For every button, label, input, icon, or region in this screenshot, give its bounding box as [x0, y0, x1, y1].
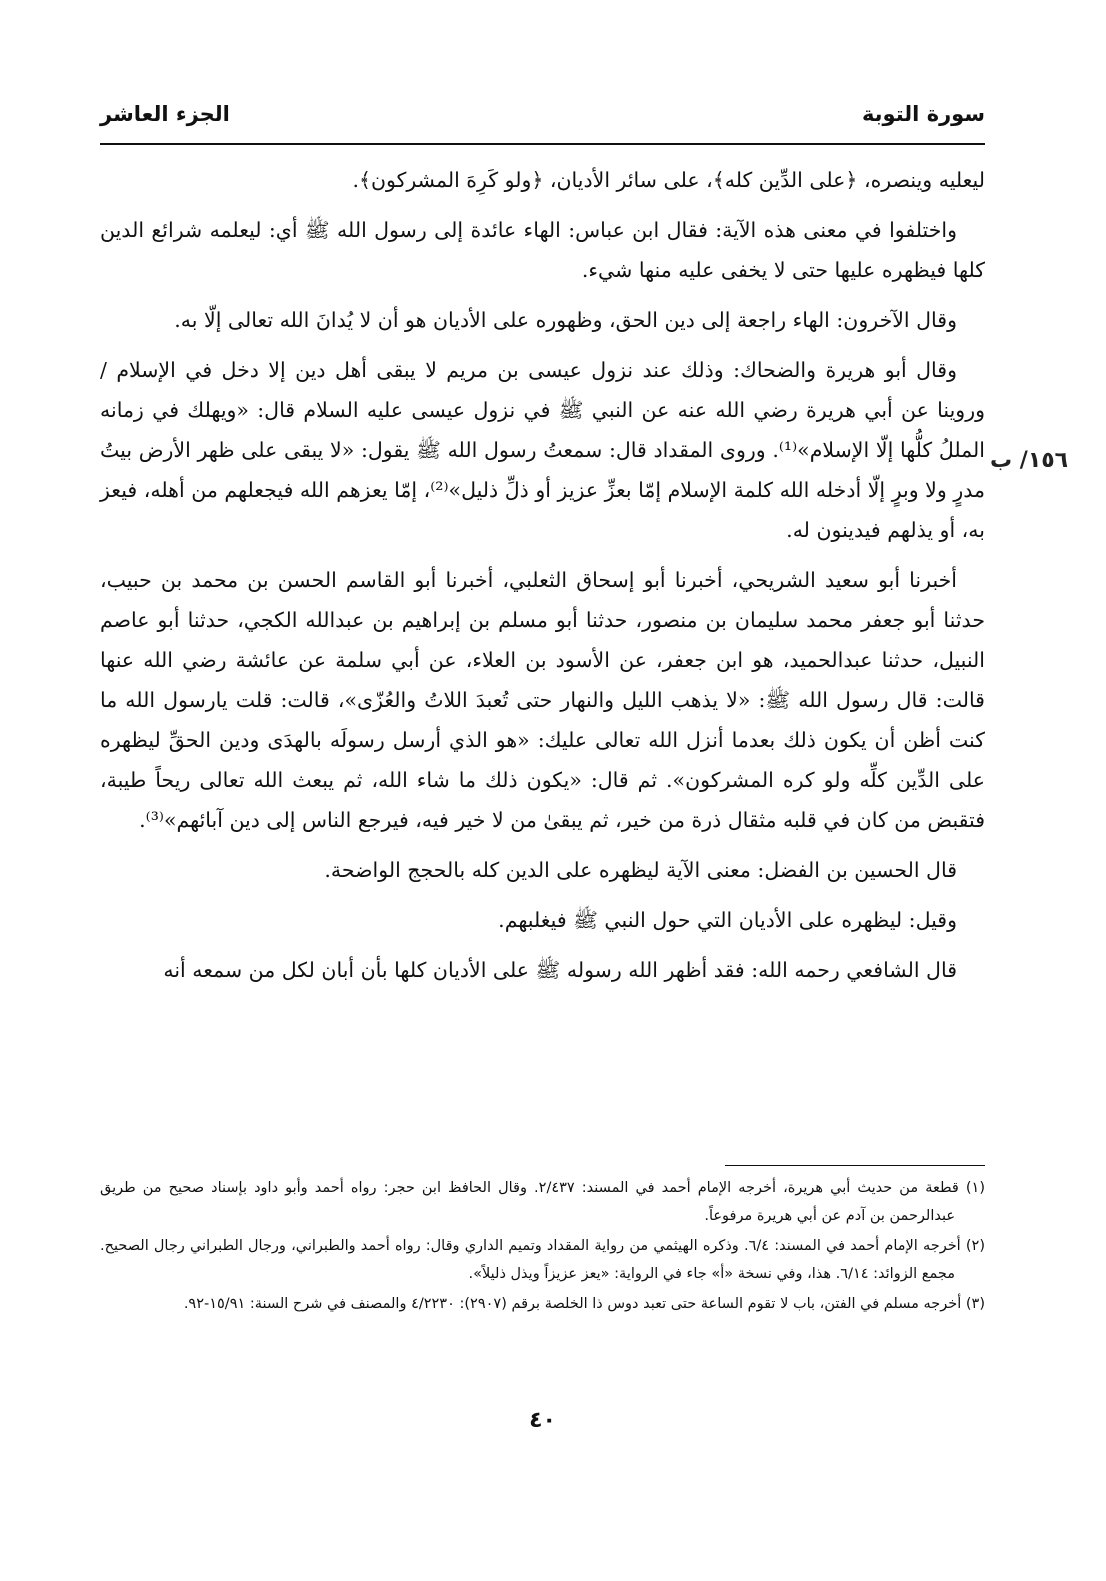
footnote-rule — [725, 1165, 985, 1166]
surah-title: سورة التوبة — [861, 102, 985, 126]
paragraph: وقال الآخرون: الهاء راجعة إلى دين الحق، وظهوره على الأديان هو أن لا يُدانَ الله تعالى إلّا به. — [174, 308, 957, 332]
manuscript-folio-ref: ١٥٦/ ب — [990, 448, 1069, 473]
paragraph: واختلفوا في معنى هذه الآية: فقال ابن عباس: الهاء عائدة إلى رسول الله ﷺ أي: ليعلمه شرائع الدين كلها فيظهره عليها حتى لا يخفى عليه منها شيء. — [100, 218, 985, 282]
main-text — [100, 160, 985, 1000]
paragraph: أخبرنا أبو سعيد الشريحي، أخبرنا أبو إسحاق الثعلبي، أخبرنا أبو القاسم الحسن بن محمد بن حبيب، حدثنا أبو جعفر محمد سليمان بن منصور، حدثنا أبو مسلم بن إبراهيم بن عبدالله الكجي، حدثنا أبو عاصم النبيل، حدثنا عبدالحميد، هو ابن جعفر، عن الأسود بن العلاء، عن أبي سلمة عن عائشة رضي الله عنها قالت: قال رسول الله ﷺ: «لا يذهب الليل والنهار حتى تُعبدَ اللاتُ والعُزّى»، قالت: قلت يارسول الله ما كنت أظن أن يكون ذلك بعدما أنزل الله تعالى عليك: «هو الذي أرسل رسولَه بالهدَى ودين الحقِّ ليظهره على الدِّين كلِّه ولو كره المشركون». ثم قال: «يكون ذلك ما شاء الله، ثم يبعث الله تعالى ريحاً طيبة، فتقبض من كان في قلبه مثقال ذرة من خير، ثم يبقىٰ من لا خير فيه، فيرجع الناس إلى دين آبائهم»⁽³⁾. — [100, 568, 985, 832]
footnotes — [100, 1174, 985, 1320]
paragraph: ليعليه وينصره، ﴿على الدِّين كله﴾، على سائر الأديان، ﴿ولو كَرِهَ المشركون﴾. — [352, 168, 985, 192]
header-rule — [100, 143, 985, 145]
paragraph: وقيل: ليظهره على الأديان التي حول النبي ﷺ فيغلبهم. — [498, 908, 957, 932]
paragraph: وقال أبو هريرة والضحاك: وذلك عند نزول عيسى بن مريم لا يبقى أهل دين إلا دخل في الإسلام / وروينا عن أبي هريرة رضي الله عنه عن النبي ﷺ في نزول عيسى عليه السلام قال: «ويهلك في زمانه المللُ كلُّها إلّا الإسلام»⁽¹⁾. وروى المقداد قال: سمعتُ رسول الله ﷺ يقول: «لا يبقى على ظهر الأرض بيتُ مدرٍ ولا وبرٍ إلّا أدخله الله كلمة الإسلام إمّا بعزِّ عزيز أو ذلِّ ذليل»⁽²⁾، إمّا يعزهم الله فيجعلهم من أهله، فيعز به، أو يذلهم فيدينون له. — [100, 358, 985, 542]
running-head — [100, 96, 985, 140]
footnote: (٢) أخرجه الإمام أحمد في المسند: ٦/٤. وذكره الهيثمي من رواية المقداد وتميم الداري وقال: رواه أحمد والطبراني، ورجال الطبراني رجال الصحيح. مجمع الزوائد: ٦/١٤. هذا، وفي نسخة «أ» جاء في الرواية: «يعز عزيزاً ويذل ذليلاً». — [100, 1238, 985, 1282]
book-page — [100, 0, 985, 1581]
footnote: (٣) أخرجه مسلم في الفتن، باب لا تقوم الساعة حتى تعبد دوس ذا الخلصة برقم (٢٩٠٧): ٤/٢٢٣٠ والمصنف في شرح السنة: ١٥/٩١-٩٢. — [183, 1296, 985, 1312]
footnote: (١) قطعة من حديث أبي هريرة، أخرجه الإمام أحمد في المسند: ٢/٤٣٧. وقال الحافظ ابن حجر: رواه أحمد وأبو داود بإسناد صحيح من طريق عبدالرحمن بن آدم عن أبي هريرة مرفوعاً. — [100, 1180, 985, 1224]
part-title: الجزء العاشر — [100, 102, 230, 126]
page-number: ٤٠ — [529, 1408, 556, 1433]
paragraph: قال الحسين بن الفضل: معنى الآية ليظهره على الدين كله بالحجج الواضحة. — [324, 858, 957, 882]
paragraph: قال الشافعي رحمه الله: فقد أظهر الله رسوله ﷺ على الأديان كلها بأن أبان لكل من سمعه أنه — [163, 958, 957, 982]
